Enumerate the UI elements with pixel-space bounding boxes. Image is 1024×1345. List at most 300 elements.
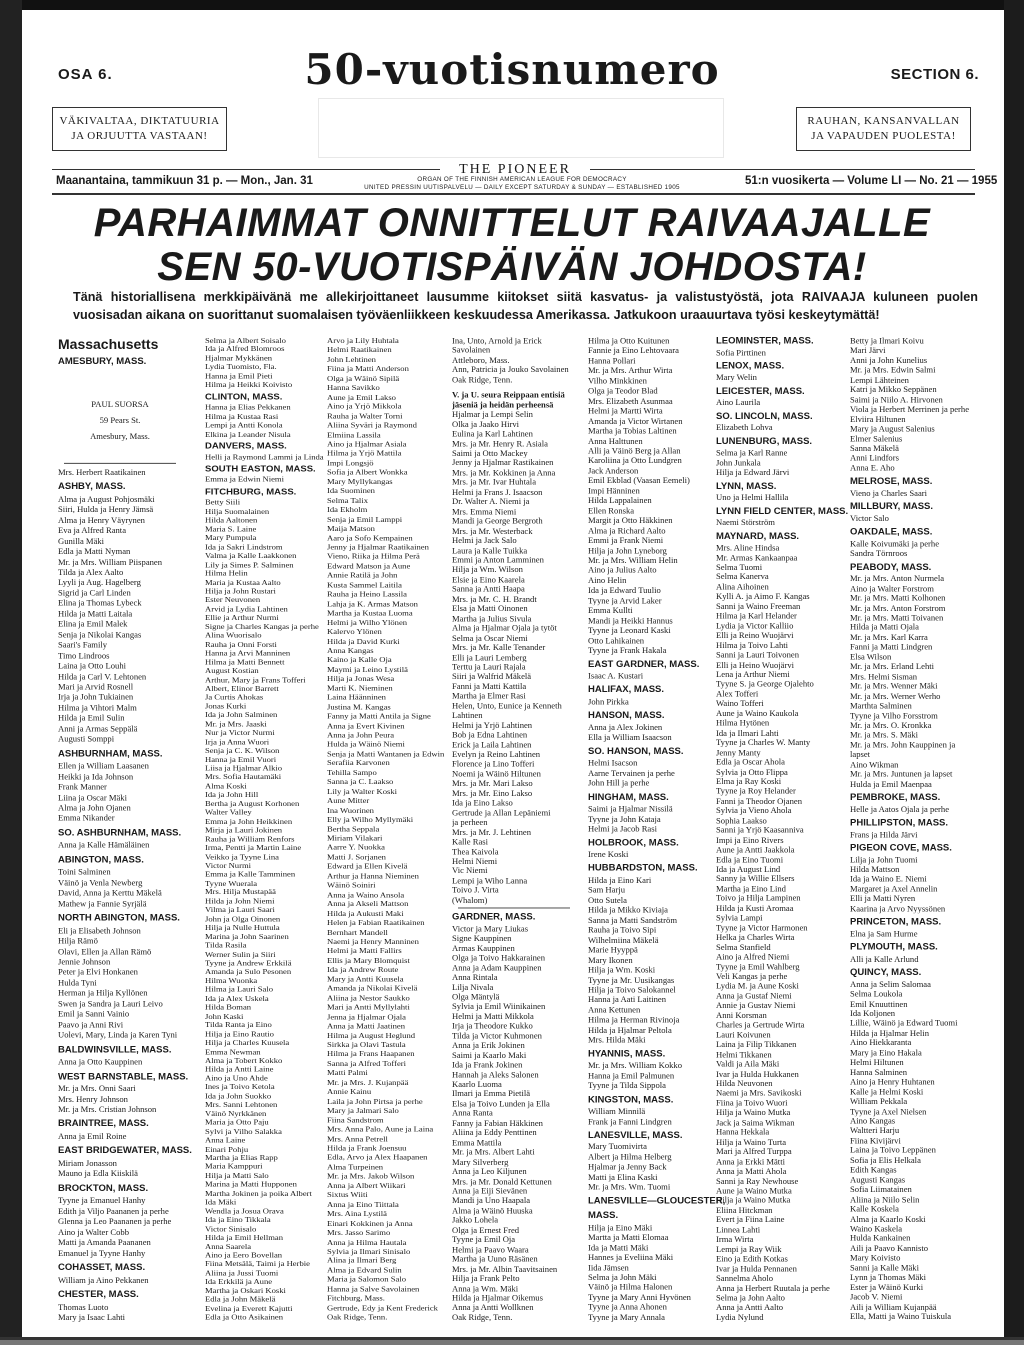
list-item: Uolevi, Mary, Linda ja Karen Tyni (58, 1029, 178, 1040)
address-line: PAUL SUORSA (91, 398, 149, 409)
list-item: Hilma Hytönen (716, 718, 770, 728)
list-item: Väinö ja Hilma Halonen (588, 1282, 673, 1292)
list-item: Anna ja Leo Kiljunen (452, 1166, 527, 1177)
list-item: Valdi ja Aila Mäki (716, 1059, 780, 1069)
list-item: Mary Silverberg (452, 1157, 509, 1167)
list-item: Anni Lindfors (850, 453, 899, 463)
list-item: Tyyne ja Mary Anni Hyvönen (588, 1292, 691, 1302)
list-item: Maria S. Laine (205, 524, 257, 534)
list-item: Mr. ja Mrs. Jaaski (205, 719, 267, 729)
list-item: Senja ja Matti Wantanen ja Edwin (327, 749, 445, 759)
list-item: Linnea Lahti (716, 1224, 761, 1235)
list-item: Anna Halttunen (588, 435, 643, 446)
list-item: Aino ja Hjalmar Asiala (327, 439, 407, 449)
list-item: Helmi ja Jacob Rasi (588, 823, 657, 834)
list-item: Lydia M. ja Aune Koski (716, 981, 799, 991)
list-item: Karoliina ja Otto Lundgren (588, 455, 682, 466)
list-item: Tyyne ja Emanuel Hanhy (58, 1195, 146, 1206)
list-item: Hilda Aaltonen (205, 515, 258, 525)
list-item: Mr. ja Mrs. Edwin Salmi (850, 365, 936, 375)
list-item: Aino Wikman (850, 759, 899, 769)
list-item: Alma ja John Ojanen (58, 802, 131, 813)
list-item: Jonas Kurki (205, 701, 247, 711)
list-item: Alma Koski (205, 781, 247, 790)
list-item: Hilda ja Hjalmar Helin (850, 1028, 929, 1038)
list-item: Ilmari ja Emma Pietilä (452, 1089, 531, 1099)
list-item: Olga ja Toivo Hakkarainen (452, 953, 546, 963)
list-item: John Kaski (205, 1011, 244, 1021)
list-item: Mrs. Henry Johnson (58, 1093, 128, 1104)
list-item: Mary Tuomivirta (588, 1142, 647, 1152)
list-item: Tyyne ja Mary Annala (588, 1312, 665, 1322)
list-item: Attleboro, Mass. (452, 355, 510, 365)
list-item: Aarre Y. Nuokka (327, 842, 385, 852)
slogan-box-right (796, 107, 971, 151)
list-item: Olka ja Jaako Hirvi (452, 419, 520, 429)
list-item: Hanna ja Arvi Manninen (205, 648, 291, 658)
list-item: Sylvia ja Emil Wiinikainen (452, 1001, 546, 1012)
list-item: Ida Erkkilä ja Aune (205, 1277, 273, 1286)
town-heading: EAST GARDNER, MASS. (588, 659, 700, 670)
list-item: Martha ja Oskari Koski (205, 1286, 286, 1295)
intro-paragraph: Tänä historiallisena merkkipäivänä me allekirjoittaneet lausumme kiitokset siitä kasvatus- ja valistustyöstä, jota RAIVAAJA kuluneen puolen vuosisadan aikana on suorittanut suomalaisen työväenliikkeen keskuudessa Amerikassa. Jatkukoon uraauurtava työsi keskeytymättä! (73, 290, 978, 322)
list-item: Armas Kauppinen (452, 943, 515, 953)
list-item: August Kostian (205, 666, 259, 675)
list-item: Mr. ja Mrs. O. Kronkka (850, 720, 932, 730)
list-item: Hilda ja Matti Laitala (58, 608, 133, 619)
list-item: Selma ja Albert Soisalo (205, 336, 286, 345)
list-item: Toivo ja Hilja Lampinen (716, 893, 801, 903)
list-item: Lahja ja K. Armas Matson (327, 598, 418, 608)
scan-border-top (0, 0, 1024, 10)
list-item: Rauha ja Heino Lassila (327, 589, 407, 599)
list-item: Mr. ja Mrs. Werner Werho (850, 691, 941, 701)
list-item: Hilma Wuonka (205, 976, 258, 985)
list-item: Ida ja John Suokko (205, 1091, 272, 1100)
list-item: Tyyne ja Tilda Sippola (588, 1080, 666, 1091)
list-item: Mrs. Helmi Sisman (850, 671, 918, 681)
masthead-title: 50-vuotisnumero (304, 45, 720, 94)
list-item: Florence ja Lino Tofferi (452, 759, 535, 769)
town-heading: COHASSET, MASS. (58, 1262, 146, 1274)
list-item: Hilma ja Frans Haapanen (327, 1049, 415, 1059)
list-item: Emma Kullti (588, 605, 633, 615)
list-item: Elly ja Wilho Myllymäki (327, 814, 414, 824)
list-item: Elmer Salenius (850, 433, 903, 444)
list-item: Senja ja Emil Lamppi (327, 514, 403, 524)
list-item: Hilja ja John Rustari (205, 586, 276, 596)
list-item: Selma ja Oscar Niemi (452, 632, 528, 643)
list-item: Edward Matson ja Aune (327, 561, 411, 571)
slogan-left-line1: VÄKIVALTAA, DIKTATUURIA (59, 115, 220, 127)
list-item: Mrs. Elizabeth Asunmaa (588, 395, 673, 406)
list-item: Hilma ja August Heglund (327, 1030, 416, 1040)
list-item: Edward ja Ellen Kivelä (327, 861, 408, 871)
group-heading: V. ja U. seura Reippaan entisiä (452, 390, 565, 400)
list-item: Lahtinen (452, 710, 483, 721)
list-item: Mary Welin (716, 372, 757, 383)
list-item: Anna ja Kalle Hämäläinen (58, 839, 150, 850)
list-item: Alli ja Kalle Arlund (850, 954, 919, 964)
list-item: Hilda ja Carl V. Lehtonen (58, 671, 147, 682)
list-item: Dr. Walter A. Niemi ja (452, 497, 530, 507)
list-item: Sylvi ja Vilho Salakka (205, 1126, 282, 1136)
list-item: Lily ja Walter Koski (327, 786, 398, 796)
list-item: Laina ja Filip Tikkanen (716, 1039, 797, 1050)
list-item: Sanna ja Alfred Tofferi (327, 1058, 407, 1068)
list-item: Elsie ja Eino Kaarela (452, 574, 525, 585)
list-item: Mr. ja Mrs. Matti Kolhonen (850, 593, 946, 603)
list-item: Tyyne ja Arvid Laker (588, 595, 662, 605)
list-item: Victor Sinisalo (205, 1224, 257, 1233)
list-item: Hilja ja Eino Mäki (588, 1222, 653, 1233)
list-item: Einari Kokkinen ja Anna (327, 1218, 413, 1228)
list-item: Evelina ja Everett Kajutti (205, 1303, 293, 1313)
list-item: Hilja ja Wm. Koski (588, 965, 656, 975)
list-item: Fanni ja Matti Kattila (452, 681, 527, 691)
list-item: Emil Ekblad (Vaasan Eemeli) (588, 475, 690, 486)
list-item: Edla, Arvo ja Alex Haapanen (327, 1152, 428, 1162)
list-item: Irene Koski (588, 849, 629, 860)
list-item: Mr. ja Mrs. Matti Toivanen (850, 612, 944, 623)
list-item: Elli ja Heino Wuojärvi (716, 659, 795, 670)
list-item: Aino ja Alfred Niemi (716, 952, 790, 962)
list-item: Lydia Nylund (716, 1312, 764, 1322)
list-item: Mary Pumpula (205, 533, 257, 543)
list-item: Sofia ja Albert Wonkka (327, 467, 408, 477)
list-item: Sylvia Lampi (716, 913, 763, 923)
list-item: Alma ja Henry Väyrynen (58, 514, 145, 525)
list-item: Edla ja Oscar Ahola (716, 757, 785, 767)
slogan-box-left (52, 107, 227, 151)
town-heading: LANESVILLE—GLOUCESTER, (588, 1195, 726, 1207)
list-item: Sannelma Aholo (716, 1273, 774, 1283)
list-item: Ida ja Ilmari Lahti (716, 728, 779, 738)
list-item: Elina ja Emil Malek (58, 618, 128, 629)
town-heading: FITCHBURG, MASS. (205, 487, 297, 497)
list-item: Otto Lahikainen (588, 635, 645, 645)
list-item: Olga ja Wäinö Sipilä (327, 373, 400, 383)
list-item: Mrs. Herbert Raatikainen (58, 466, 146, 477)
list-item: Elli ja Matti Nyren (850, 893, 916, 904)
list-item: Kalle Koivumäki ja perhe (850, 538, 940, 549)
list-item: Irma, Pentti ja Martin Laine (205, 843, 302, 852)
list-item: Mr. Armas Kankaanpaa (716, 552, 798, 563)
list-item: Hilja ja Wm. Wilson (452, 564, 523, 575)
list-item: Aino ja Eero Bovellan (205, 1250, 283, 1260)
list-item: Mr. ja Mrs. Erland Lehti (850, 661, 935, 672)
list-item: Vieno ja Charles Saari (850, 488, 928, 498)
list-item: Arthur ja Hanna Nieminen (327, 871, 419, 881)
list-item: Kalervo Ylönen (327, 626, 382, 636)
list-item: Irma Wirta (716, 1234, 754, 1244)
list-item: Mr. ja Mrs. John Kauppinen ja (850, 740, 956, 750)
list-item: Tyyne ja Victor Harmonen (716, 922, 808, 933)
list-item: Laina ja Toivo Leppänen (850, 1145, 936, 1155)
list-item: Kalle Rasi (452, 836, 489, 847)
list-item: Edla ja Otto Asikainen (205, 1312, 284, 1322)
list-item: Anna ja Erik Jokinen (452, 1040, 525, 1050)
list-item: Martha Jokinen ja poika Albert (205, 1188, 312, 1198)
list-item: Alina Aihoinen (716, 581, 769, 592)
town-heading: ASHBY, MASS. (58, 481, 126, 493)
list-item: Anna ja Antti Aalto (716, 1302, 784, 1313)
list-item: Jenny ja Hjalmar Rastikainen (452, 458, 554, 468)
list-item: Saimi ja Otto Mackey (452, 448, 528, 458)
spacer (58, 454, 182, 460)
list-item: Waino Tofferi (716, 698, 764, 709)
list-item: Emanuel ja Tyyne Hanhy (58, 1247, 146, 1258)
list-item: Ellis ja Mary Blomquist (327, 955, 410, 965)
town-heading: LYNN FIELD CENTER, MASS. (716, 506, 849, 517)
group-heading: jäseniä ja heidän perheensä (452, 399, 554, 410)
list-item: Hilma ja Lauri Salo (205, 985, 274, 994)
list-item: Anna ja Alex Jokinen (588, 722, 663, 733)
list-item: Elsa ja Toivo Lunden ja Ella (452, 1098, 550, 1109)
list-item: Anni ja Armas Seppälä (58, 723, 138, 734)
list-item: Aliina ja Jussi Tuomi (205, 1268, 279, 1278)
town-heading: HALIFAX, MASS. (588, 684, 665, 696)
list-item: Mr. ja Mrs. Anton Forstrom (850, 603, 946, 613)
list-item: Maria ja Salomon Salo (327, 1274, 407, 1284)
scan-border-right (1004, 0, 1024, 1345)
list-item: Anni ja John Kunelius (850, 355, 928, 365)
list-item: Aune ja Emil Lakso (327, 392, 396, 402)
column-7 (850, 336, 974, 1322)
list-item: Marina ja Matti Hupponen (205, 1179, 297, 1189)
list-item: Selma Kanerva (716, 572, 769, 582)
list-item: Hanna ja Salve Savolainen (327, 1284, 420, 1294)
list-item: Alma ja Wäinö Huuska (452, 1205, 533, 1216)
list-item: Emil Knuuttinen (850, 998, 908, 1009)
list-item: William Minnilä (588, 1106, 646, 1116)
section-label-right: SECTION 6. (890, 66, 979, 83)
address-line: 59 Pears St. (99, 414, 141, 425)
list-item: Ida Suominen (327, 486, 375, 496)
list-item: Glenna ja Leo Paananen ja perhe (58, 1216, 172, 1227)
list-item: Alma ja Richard Aalto (588, 525, 666, 536)
list-item: Anna ja Matti Jaatinen (327, 1021, 406, 1031)
list-item: Siiri, Hulda ja Henry Jämsä (58, 504, 154, 515)
list-item: Jenny ja Hjalmar Raatikainen (327, 542, 429, 552)
list-item: Oak Ridge, Tenn. (452, 374, 513, 385)
list-item: Margaret ja Axel Annelin (850, 884, 938, 894)
list-item: Anna ja Emil Roine (58, 1131, 127, 1142)
state-heading: Massachusetts (58, 336, 159, 352)
list-item: Sanny ja Willie Ellsers (716, 874, 795, 884)
list-item: Hannes ja Eveliina Mäki (588, 1252, 674, 1262)
list-item: Aino Laurila (716, 397, 761, 408)
list-item: Ida ja Waino E. Niemi (850, 874, 927, 884)
list-item: Lempi ja Antti Konola (205, 420, 283, 430)
list-item: Selma Stanfield (716, 942, 771, 952)
list-item: Victor Salo (850, 513, 889, 523)
list-item: Frans ja Hilda Järvi (850, 829, 918, 839)
list-item: Hilda ja Emil Hellman (205, 1233, 284, 1242)
list-item: Aliina Syväri ja Raymond (327, 420, 417, 430)
list-item: Saari's Family (58, 639, 108, 650)
list-item: Tyyne ja Andrew Erkkilä (205, 958, 292, 968)
list-item: Aino ja Julius Aalto (588, 565, 657, 576)
list-item: Laina ja Otto Louhi (58, 660, 127, 671)
town-heading: BRAINTREE, MASS. (58, 1118, 149, 1130)
list-item: Mrs. ja Mr. Kalle Tenander (452, 642, 546, 653)
list-item: Aili ja William Kujanpää (850, 1302, 937, 1312)
list-item: Kalle ja Helmi Koski (850, 1086, 924, 1097)
list-item: Hilma ja Herman Rivinoja (588, 1014, 680, 1025)
list-item: Viola ja Herbert Merrinen ja perhe (850, 404, 970, 414)
town-heading: PEMBROKE, MASS. (850, 792, 941, 803)
list-item: Alex Tofferi (716, 689, 759, 699)
list-item: Alma ja Kaarlo Koski (850, 1213, 926, 1224)
list-item: Helmi ja Frans J. Isaacson (452, 487, 543, 497)
list-item: Charles ja Gertrude Wirta (716, 1020, 805, 1030)
list-item: Wilhelmiina Mäkelä (588, 935, 659, 945)
list-item: Saimi ja Niilo A. Hirvonen (850, 394, 943, 405)
list-item: Amanda ja Sulo Pesonen (205, 967, 292, 976)
list-item: Ida ja Alex Uskela (205, 994, 269, 1003)
list-item: Alina Wuorisalo (205, 630, 262, 640)
list-item: Mrs. ja Mr. Westerback (452, 526, 533, 536)
list-item: Mr. ja Mrs. William Kokko (588, 1060, 683, 1071)
list-item: Hulda ja Wäinö Niemi (327, 739, 405, 749)
organ-line (320, 176, 724, 192)
list-item: Mandi ja Uno Haapala (452, 1196, 531, 1206)
list-item: Matti J. Sorjanen (327, 852, 386, 862)
list-item: Olga Mäntylä (452, 992, 500, 1002)
list-item: Ida ja Alfred Blomroos (205, 344, 285, 354)
list-item: Mrs. ja Mr. Henry R. Asiala (452, 438, 548, 449)
town-heading: MELROSE, MASS. (850, 476, 933, 487)
town-heading: LEICESTER, MASS. (716, 386, 805, 397)
list-item: Anna ja Albert Wiikari (327, 1180, 406, 1190)
list-item: Evert ja Fiina Laine (716, 1215, 785, 1225)
town-heading: HUBBARDSTON, MASS. (588, 863, 698, 874)
list-item: Helmi ja Martti Wirta (588, 405, 663, 416)
list-item: Martha ja Elmer Rasi (452, 691, 526, 701)
list-item: Aliina ja Eddy Penttinen (452, 1128, 537, 1138)
list-item: William Pekkala (850, 1096, 908, 1107)
list-item: Eliina Hitckman (716, 1205, 773, 1215)
list-item: Anna ja Evert Kivinen (327, 720, 405, 730)
list-item: Helli ja Raymond Lammi ja Linda (205, 452, 324, 461)
list-item: Aaro ja Sofo Kempainen (327, 533, 413, 543)
list-item: Betty ja Ilmari Koivu (850, 336, 924, 346)
list-item: Fanny ja Fabian Häkkinen (452, 1118, 543, 1128)
list-item: Hilma ja Otto Kuitunen (588, 336, 670, 346)
organ-line-2: UNITED PRESSIN UUTISPALVELU — DAILY EXCEPT SATURDAY & SUNDAY — ESTABLISHED 1905 (364, 184, 680, 191)
column-6 (716, 336, 849, 1322)
list-item: Helmi ja Jack Salo (452, 535, 517, 546)
list-item: Mary ja Jalmari Salo (327, 1105, 399, 1115)
list-item: Mari ja Arvid Rosnell (58, 681, 134, 692)
list-item: Hilja ja Waino Mutka (716, 1195, 791, 1205)
list-item: ja perheen (452, 817, 488, 827)
list-item: Ida ja Sakri Lindstrom (205, 542, 283, 551)
list-item: Mari ja Antti Myllylahti (327, 1002, 410, 1012)
list-item: Mrs. ja Mr. Donald Kettunen (452, 1176, 552, 1186)
list-item: Selma Tuomi (716, 562, 763, 572)
town-heading: LUNENBURG, MASS. (716, 436, 813, 447)
list-item: Ester Neuvonen (205, 595, 261, 605)
list-item: Anna ja Eiji Sievänen (452, 1186, 528, 1196)
list-item: Mr. ja Mrs. Wenner Mäki (850, 681, 938, 691)
list-item: Justina M. Kangas (327, 702, 391, 712)
list-item: Aarne Tervainen ja perhe (588, 768, 675, 778)
list-item: Selma ja Karl Ranne (716, 448, 788, 458)
list-item: Tyyne S. ja George Ojalehto (716, 679, 814, 689)
list-item: Mrs. Hilja Mustapää (205, 887, 276, 897)
list-item: Anna Kangas (327, 645, 374, 655)
list-item: Elina ja Thomas Lybeck (58, 598, 142, 609)
list-item: Aino ja Walter Forstrom (850, 583, 934, 593)
list-item: Helmi ja Yrjö Lahtinen (452, 720, 533, 730)
list-item: Augusti Somppi (58, 733, 115, 744)
list-item: Thea Kaivola (452, 846, 499, 857)
list-item: Hilda ja Hjalmar Peltola (588, 1024, 672, 1035)
list-item: Uno ja Helmi Hallila (716, 492, 789, 503)
list-item: Anna Saarela (205, 1241, 252, 1251)
list-item: Mr. ja Mrs. Onni Saari (58, 1083, 136, 1094)
list-item: Lempi ja Wiho Lanna (452, 875, 528, 886)
town-heading: KINGSTON, MASS. (588, 1094, 674, 1105)
header-rule-right (590, 169, 975, 170)
list-item: Lena ja Arthur Niemi (716, 669, 790, 679)
list-item: Mirja ja Lauri Jokinen (205, 825, 283, 835)
list-item: Anni Korsman (716, 1010, 767, 1020)
list-item: Signe Kauppinen (452, 933, 512, 944)
list-item: Liisa ja Hjalmar Alkio (205, 763, 283, 773)
list-item: Ivar ja Hulda Pennanen (716, 1263, 797, 1274)
town-heading: AMESBURY, MASS. (58, 355, 147, 367)
list-item: Hilda ja John Niemi (205, 896, 275, 906)
list-item: Emma Nikander (58, 812, 115, 823)
list-item: Ella ja William Isaacson (588, 732, 672, 743)
list-item: Isaac A. Kustari (588, 671, 644, 681)
list-item: Sanni ja Waino Freeman (716, 601, 801, 611)
list-item: Hilma ja Yrjö Mattila (327, 448, 402, 458)
list-item: Selma ja John Aalto (716, 1293, 785, 1303)
list-item: Hilda ja Matti Ojala (850, 622, 919, 633)
list-item: Mr. ja Mrs. Jakob Wilson (327, 1171, 415, 1181)
list-item: Alma ja Edvard Sulin (327, 1265, 402, 1275)
list-item: Tyyne ja Charles W. Manty (716, 737, 811, 748)
list-item: Aili ja Paavo Kannisto (850, 1243, 929, 1253)
list-item: Emma ja Edwin Niemi (205, 475, 284, 484)
list-item: Jenna ja Hjalmar Ojala (327, 1011, 406, 1021)
town-heading: HANSON, MASS. (588, 710, 665, 722)
list-item: John Junkala (716, 457, 761, 468)
list-item: Sanna ja Matti Sandström (588, 915, 678, 925)
list-item: Aino Helin (588, 575, 627, 586)
header-bottom-rule (52, 193, 975, 195)
list-item: Lauri Koivunen (716, 1030, 771, 1040)
list-item: John Lehtinen (327, 354, 376, 364)
list-item: Anna E. Aho (850, 463, 895, 473)
list-item: Eulina ja Karl Lahtinen (452, 429, 533, 439)
list-item: Aliina ja Niilo Selin (850, 1194, 920, 1204)
list-item: Selma Loukola (850, 989, 903, 999)
divider (458, 908, 570, 909)
list-item: Augusti Kangas (850, 1174, 906, 1185)
list-item: Hilda ja Emil Sulin (58, 712, 125, 723)
list-item: Mrs. ja Mr. Albin Taavitsainen (452, 1264, 558, 1274)
list-item: Hulda Tyni (58, 977, 97, 988)
list-item: Helmi ja Paavo Waara (452, 1244, 529, 1254)
town-heading: QUINCY, MASS. (850, 967, 922, 978)
list-item: Timo Lindroos (58, 650, 110, 661)
list-item: Veli Kangas ja perhe (716, 971, 788, 981)
